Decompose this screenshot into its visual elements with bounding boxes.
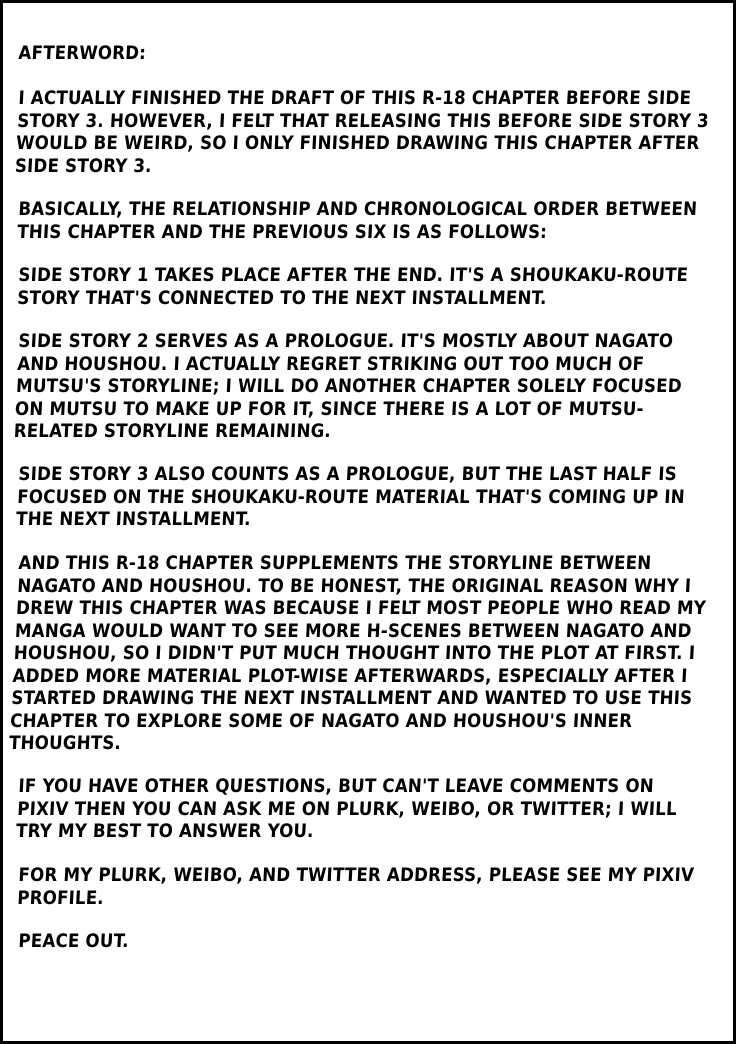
afterword-text-block — [8, 43, 716, 953]
afterword-paragraph: AND THIS R-18 CHAPTER SUPPLEMENTS THE STORYLINE BETWEEN NAGATO AND HOUSHOU. TO BE HONEST, THE ORIGINAL REASON WHY I DREW THIS CHAPTER WAS BECAUSE I FELT MOST PEOPLE WHO READ MY MANGA WOULD WANT TO SEE MORE H-SCENES BETWEEN NAGATO AND HOUSHOU, SO I DIDN'T PUT MUCH THOUGHT INTO THE PLOT AT FIRST. I ADDED MORE MATERIAL PLOT-WISE AFTERWARDS, ESPECIALLY AFTER I STARTED DRAWING THE NEXT INSTALLMENT AND WANTED TO USE THIS CHAPTER TO EXPLORE SOME OF NAGATO AND HOUSHOU'S INNER THOUGHTS. — [8, 552, 713, 754]
afterword-paragraph: I ACTUALLY FINISHED THE DRAFT OF THIS R-18 CHAPTER BEFORE SIDE STORY 3. HOWEVER, I FELT THAT RELEASING THIS BEFORE SIDE STORY 3 WOULD BE WEIRD, SO I ONLY FINISHED DRAWING THIS CHAPTER AFTER SIDE STORY 3. — [14, 87, 716, 176]
afterword-paragraph: SIDE STORY 3 ALSO COUNTS AS A PROLOGUE, BUT THE LAST HALF IS FOCUSED ON THE SHOUKAKU-ROUTE MATERIAL THAT'S COMING UP IN THE NEXT INSTALLMENT. — [15, 464, 692, 530]
afterword-paragraph: SIDE STORY 1 TAKES PLACE AFTER THE END. IT'S A SHOUKAKU-ROUTE STORY THAT'S CONNECTED TO THE NEXT INSTALLMENT. — [16, 264, 695, 308]
afterword-paragraph: FOR MY PLURK, WEIBO, AND TWITTER ADDRESS, PLEASE SEE MY PIXIV PROFILE. — [16, 864, 701, 908]
afterword-closing: PEACE OUT. — [17, 930, 130, 952]
afterword-paragraph: IF YOU HAVE OTHER QUESTIONS, BUT CAN'T LEAVE COMMENTS ON PIXIV THEN YOU CAN ASK ME ON PLURK, WEIBO, OR TWITTER; I WILL TRY MY BEST TO ANSWER YOU. — [15, 776, 684, 842]
afterword-heading: AFTERWORD: — [17, 43, 147, 64]
afterword-paragraph: SIDE STORY 2 SERVES AS A PROLOGUE. IT'S MOSTLY ABOUT NAGATO AND HOUSHOU. I ACTUALLY REGRET STRIKING OUT TOO MUCH OF MUTSU'S STORYLINE; I WILL DO ANOTHER CHAPTER SOLELY FOCUSED ON MUTSU TO MAKE UP FOR IT, SINCE THERE IS A LOT OF MUTSU-RELATED STORYLINE REMAINING. — [13, 330, 689, 442]
afterword-paragraph: BASICALLY, THE RELATIONSHIP AND CHRONOLOGICAL ORDER BETWEEN THIS CHAPTER AND THE PREVIOUS SIX IS AS FOLLOWS: — [16, 198, 704, 242]
